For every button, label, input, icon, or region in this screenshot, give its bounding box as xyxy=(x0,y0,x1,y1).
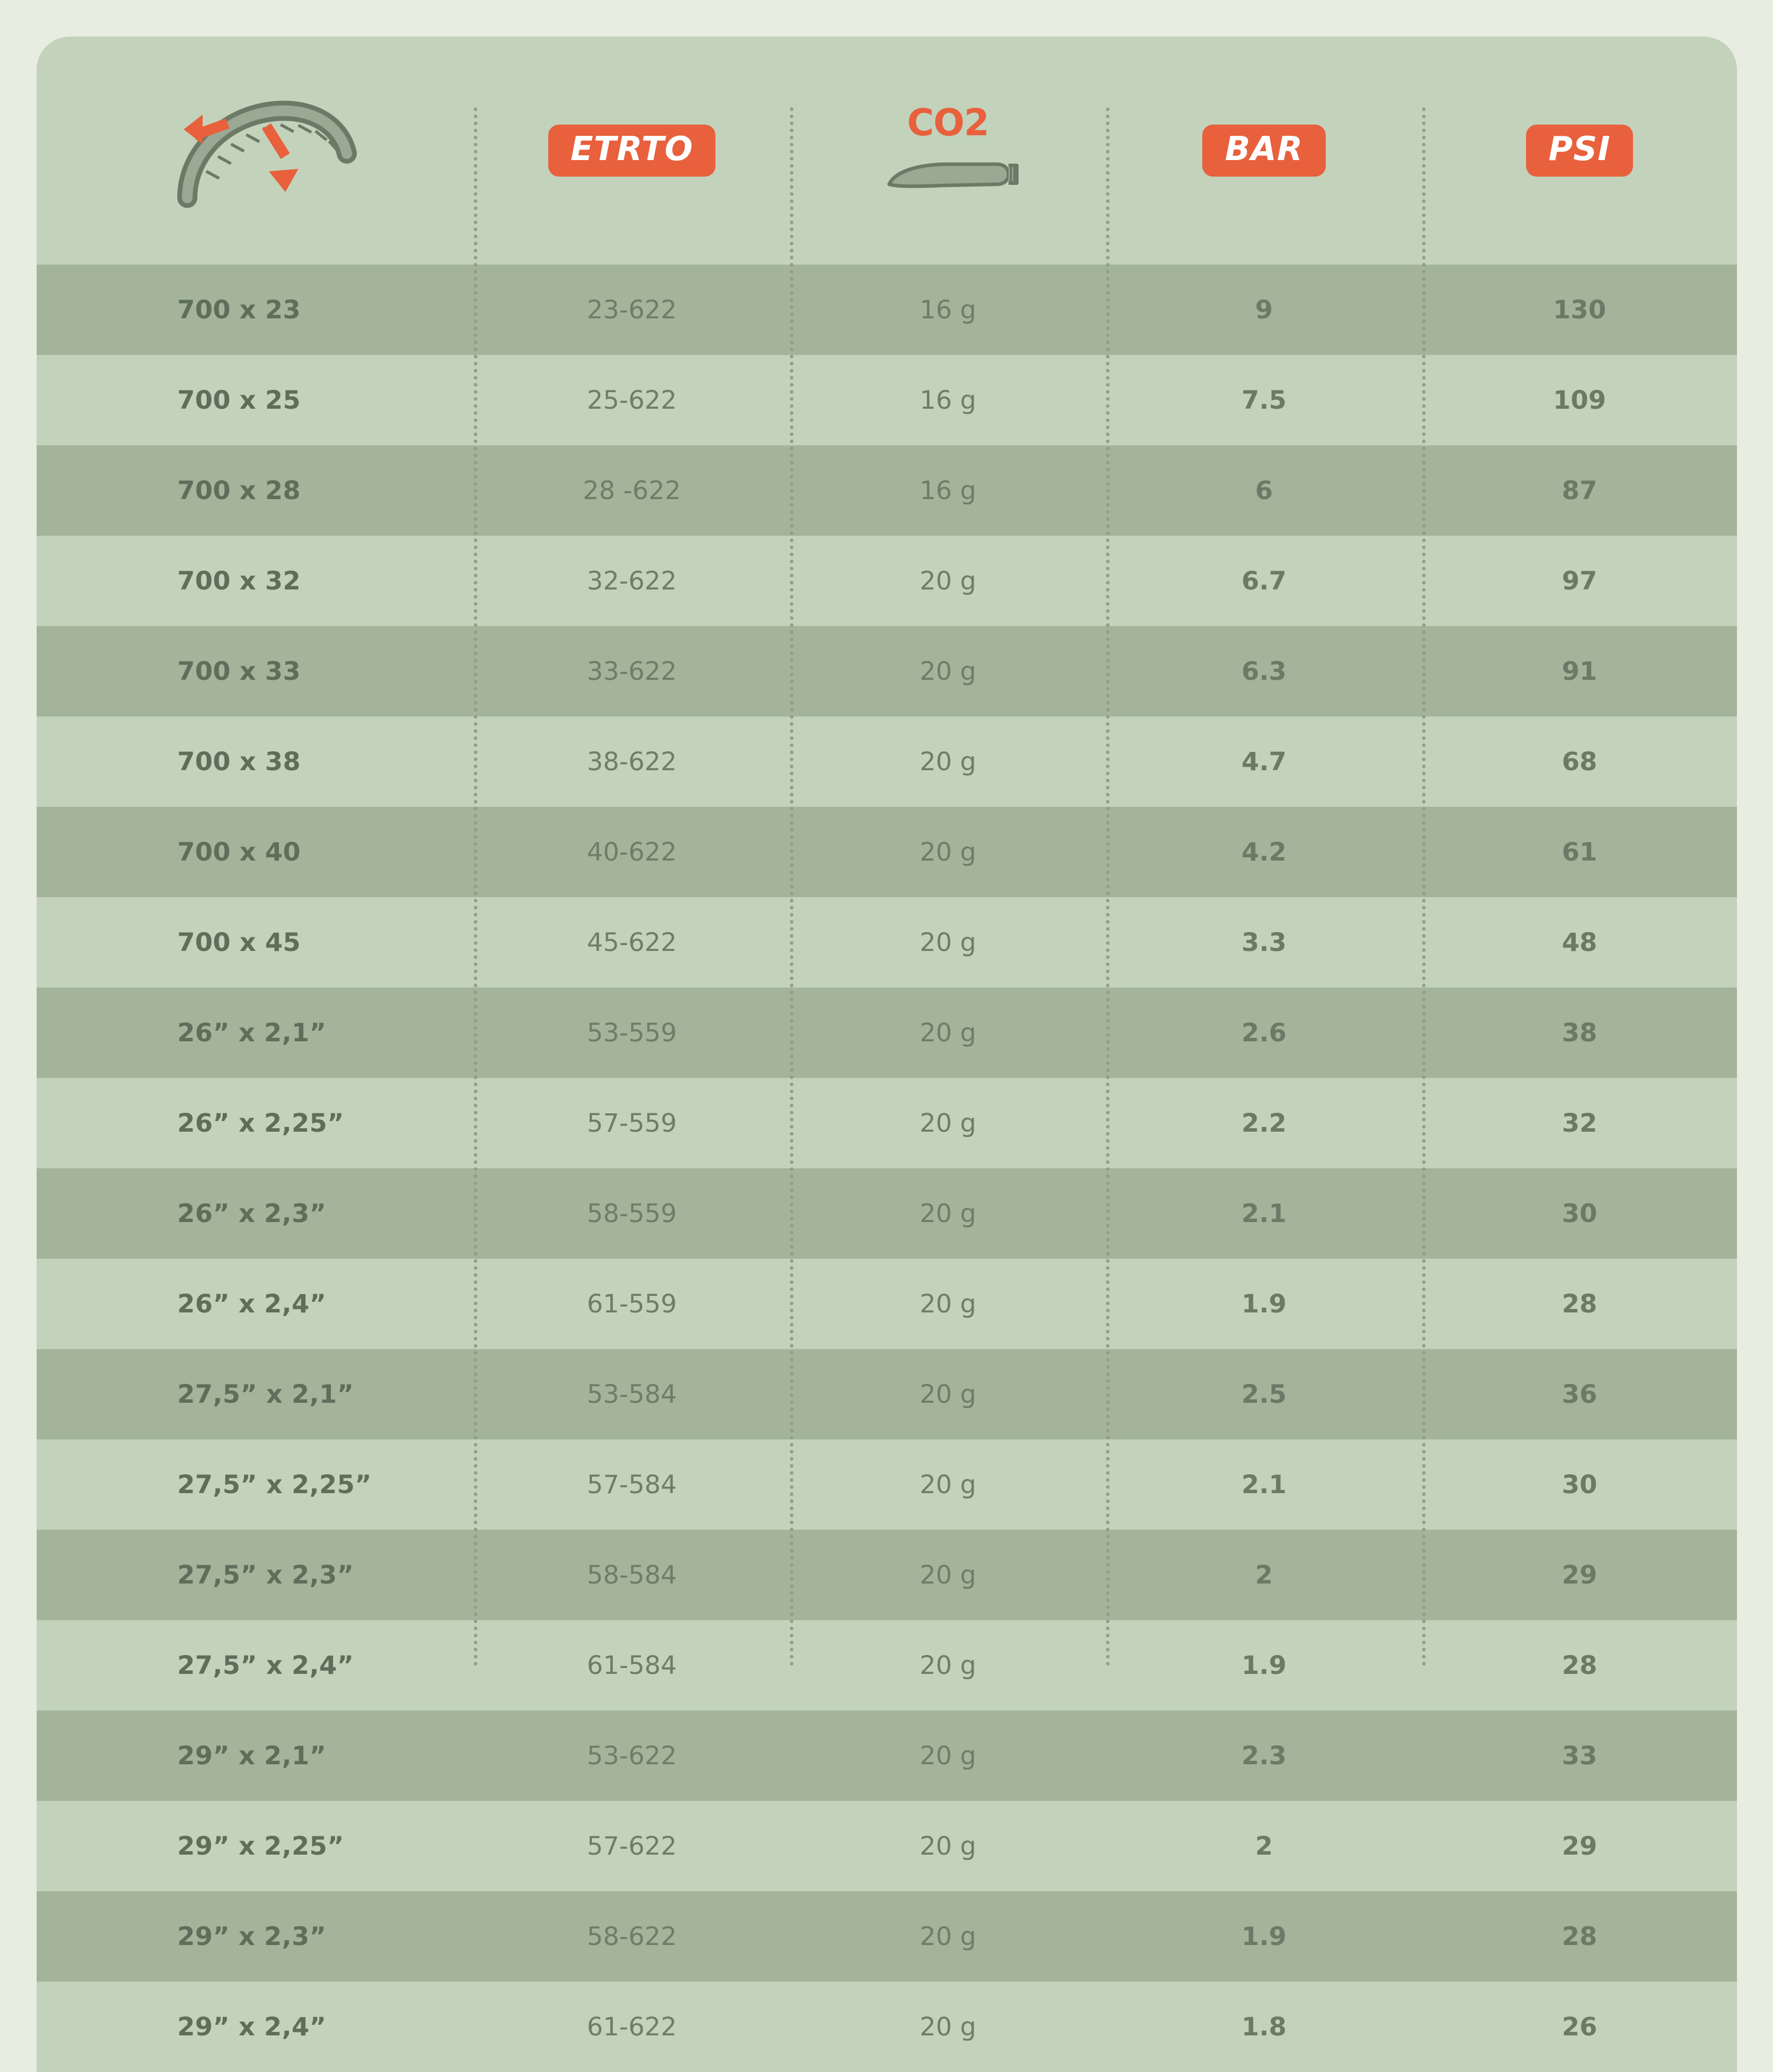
cell-bar: 6.7 xyxy=(1241,566,1287,596)
cell-tire-size: 27,5” x 2,4” xyxy=(177,1650,354,1680)
cell-etrto: 32-622 xyxy=(587,566,677,596)
cell-psi: 26 xyxy=(1561,2012,1598,2042)
cell-psi: 38 xyxy=(1561,1018,1598,1048)
cell-psi: 130 xyxy=(1553,295,1606,325)
cell-co2: 20 g xyxy=(919,1650,977,1680)
cell-etrto: 61-622 xyxy=(587,2012,677,2042)
cell-co2: 20 g xyxy=(919,656,977,686)
cell-tire-size: 700 x 23 xyxy=(177,295,301,325)
cell-psi: 28 xyxy=(1561,1921,1598,1952)
cell-bar: 2.1 xyxy=(1241,1198,1287,1229)
cell-tire-size: 29” x 2,1” xyxy=(177,1741,327,1771)
cell-co2: 20 g xyxy=(919,1741,977,1771)
cell-bar: 6.3 xyxy=(1241,656,1287,686)
cell-co2: 20 g xyxy=(919,1470,977,1500)
cell-etrto: 28 -622 xyxy=(583,475,681,506)
column-separator xyxy=(474,107,477,1667)
cell-tire-size: 700 x 28 xyxy=(177,475,301,506)
cell-co2: 20 g xyxy=(919,1379,977,1409)
cell-psi: 48 xyxy=(1561,927,1598,957)
cell-bar: 2.1 xyxy=(1241,1470,1287,1500)
cell-psi: 32 xyxy=(1561,1108,1598,1138)
table-row xyxy=(37,1982,1737,2072)
cell-etrto: 57-559 xyxy=(587,1108,677,1138)
cell-psi: 61 xyxy=(1561,837,1598,867)
etrto-label: ETRTO xyxy=(548,125,716,177)
cell-tire-size: 700 x 25 xyxy=(177,385,301,415)
cell-psi: 33 xyxy=(1561,1741,1598,1771)
cell-etrto: 58-559 xyxy=(587,1198,677,1229)
cell-etrto: 53-584 xyxy=(587,1379,677,1409)
cell-etrto: 57-584 xyxy=(587,1470,677,1500)
column-separator xyxy=(790,107,793,1667)
cell-co2: 20 g xyxy=(919,927,977,957)
cell-bar: 4.2 xyxy=(1241,837,1287,867)
cell-tire-size: 700 x 45 xyxy=(177,927,301,957)
cell-bar: 6 xyxy=(1255,475,1273,506)
cell-co2: 16 g xyxy=(919,385,977,415)
cell-etrto: 38-622 xyxy=(587,747,677,777)
cell-bar: 7.5 xyxy=(1241,385,1287,415)
psi-label: PSI xyxy=(1526,125,1633,177)
cell-co2: 20 g xyxy=(919,2012,977,2042)
cell-bar: 1.9 xyxy=(1241,1650,1287,1680)
cell-etrto: 57-622 xyxy=(587,1831,677,1861)
cell-tire-size: 700 x 33 xyxy=(177,656,301,686)
cell-psi: 36 xyxy=(1561,1379,1598,1409)
cell-co2: 20 g xyxy=(919,1018,977,1048)
cell-etrto: 45-622 xyxy=(587,927,677,957)
cell-bar: 1.8 xyxy=(1241,2012,1287,2042)
bar-label: BAR xyxy=(1202,125,1325,177)
cell-co2: 16 g xyxy=(919,475,977,506)
cell-psi: 30 xyxy=(1561,1198,1598,1229)
cell-bar: 1.9 xyxy=(1241,1921,1287,1952)
cell-psi: 68 xyxy=(1561,747,1598,777)
cell-etrto: 33-622 xyxy=(587,656,677,686)
cell-etrto: 58-622 xyxy=(587,1921,677,1952)
cell-co2: 20 g xyxy=(919,1921,977,1952)
cell-psi: 29 xyxy=(1561,1831,1598,1861)
cell-tire-size: 700 x 40 xyxy=(177,837,301,867)
cell-co2: 20 g xyxy=(919,1831,977,1861)
column-separator xyxy=(1106,107,1110,1667)
cell-tire-size: 27,5” x 2,3” xyxy=(177,1560,354,1590)
cell-co2: 20 g xyxy=(919,1289,977,1319)
cell-bar: 9 xyxy=(1255,295,1273,325)
cell-psi: 30 xyxy=(1561,1470,1598,1500)
cell-psi: 28 xyxy=(1561,1650,1598,1680)
cell-co2: 20 g xyxy=(919,747,977,777)
cell-tire-size: 29” x 2,25” xyxy=(177,1831,344,1861)
cell-tire-size: 26” x 2,4” xyxy=(177,1289,327,1319)
cell-co2: 20 g xyxy=(919,1198,977,1229)
cell-tire-size: 27,5” x 2,1” xyxy=(177,1379,354,1409)
cell-psi: 87 xyxy=(1561,475,1598,506)
table-row xyxy=(37,1891,1737,1982)
cell-etrto: 40-622 xyxy=(587,837,677,867)
cell-tire-size: 700 x 38 xyxy=(177,747,301,777)
cell-tire-size: 27,5” x 2,25” xyxy=(177,1470,372,1500)
cell-etrto: 61-584 xyxy=(587,1650,677,1680)
cell-co2: 20 g xyxy=(919,566,977,596)
cell-bar: 1.9 xyxy=(1241,1289,1287,1319)
cell-co2: 20 g xyxy=(919,837,977,867)
cell-psi: 28 xyxy=(1561,1289,1598,1319)
cell-bar: 3.3 xyxy=(1241,927,1287,957)
cell-bar: 2.6 xyxy=(1241,1018,1287,1048)
cell-co2: 16 g xyxy=(919,295,977,325)
cell-bar: 2 xyxy=(1255,1831,1273,1861)
cell-etrto: 23-622 xyxy=(587,295,677,325)
cell-tire-size: 26” x 2,25” xyxy=(177,1108,344,1138)
table-row xyxy=(37,1801,1737,1891)
co2-label: CO2 xyxy=(907,100,989,144)
cell-bar: 2.3 xyxy=(1241,1741,1287,1771)
cell-co2: 20 g xyxy=(919,1560,977,1590)
tire-pressure-card xyxy=(37,37,1737,2042)
cell-psi: 109 xyxy=(1553,385,1606,415)
cell-tire-size: 26” x 2,1” xyxy=(177,1018,327,1048)
cell-etrto: 53-559 xyxy=(587,1018,677,1048)
cell-tire-size: 29” x 2,3” xyxy=(177,1921,327,1952)
cell-bar: 4.7 xyxy=(1241,747,1287,777)
table-row xyxy=(37,1711,1737,1801)
cell-etrto: 61-559 xyxy=(587,1289,677,1319)
cell-etrto: 25-622 xyxy=(587,385,677,415)
cell-tire-size: 26” x 2,3” xyxy=(177,1198,327,1229)
column-separator xyxy=(1422,107,1426,1667)
cell-psi: 29 xyxy=(1561,1560,1598,1590)
cell-bar: 2 xyxy=(1255,1560,1273,1590)
cell-psi: 91 xyxy=(1561,656,1598,686)
cell-psi: 97 xyxy=(1561,566,1598,596)
cell-co2: 20 g xyxy=(919,1108,977,1138)
cell-tire-size: 700 x 32 xyxy=(177,566,301,596)
cell-bar: 2.5 xyxy=(1241,1379,1287,1409)
cell-etrto: 53-622 xyxy=(587,1741,677,1771)
column-separators xyxy=(37,107,1737,1667)
cell-bar: 2.2 xyxy=(1241,1108,1287,1138)
cell-etrto: 58-584 xyxy=(587,1560,677,1590)
cell-tire-size: 29” x 2,4” xyxy=(177,2012,327,2042)
